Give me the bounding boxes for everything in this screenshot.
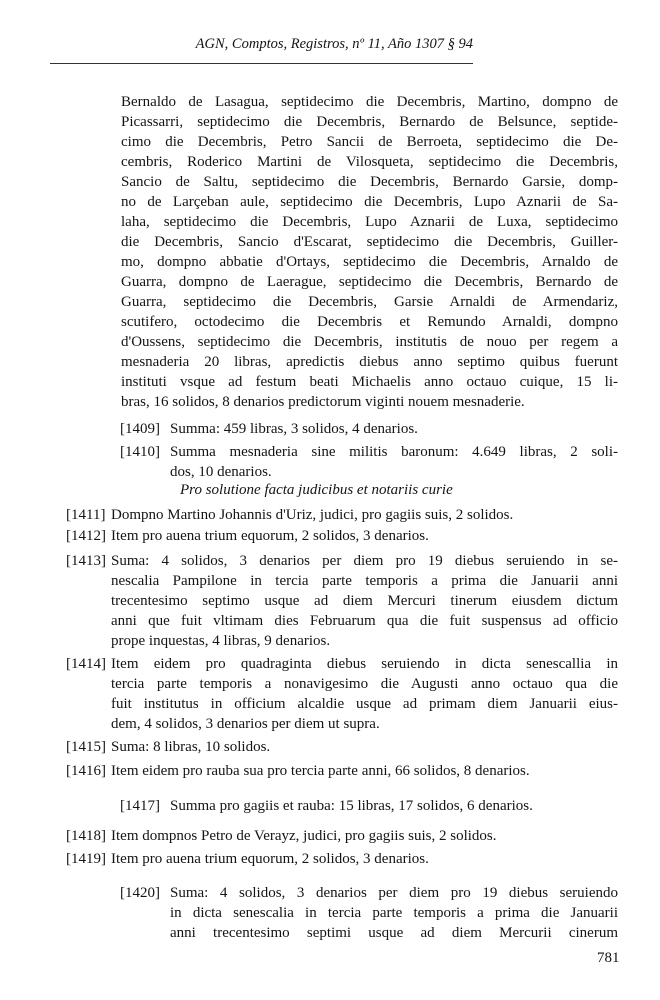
entry-text: tercia parte temporis a nonavigesimo die Augusti anno octauo qua die [111,676,618,692]
text-line: Guarra, septidecimo die Decembris, Garsie Arnaldi de Armendariz, [121,294,618,310]
entry-number: [1416] [66,763,106,779]
entry-number: [1417] [120,798,160,814]
entry-text: Suma: 4 solidos, 3 denarios per diem pro 19 diebus seruiendo in se- [111,553,618,569]
running-title: AGN, Comptos, Registros, nº 11, Año 1307 § 94 [195,36,473,52]
text-line: cimo die Decembris, Petro Sancii de Berroeta, septidecimo die De- [121,134,618,150]
text-line: instituti vsque ad festum beati Michaelis anno octauo cuique, 15 li- [121,374,618,390]
text-line: bras, 16 solidos, 8 denarios predictorum viginti nouem mesnaderie. [121,394,525,410]
text-line: mo, dompno abbatie d'Ortays, septidecimo die Decembris, Arnaldo de [121,254,618,270]
entry-number: [1409] [120,421,160,437]
entry-text: trecentesimo septimo usque ad diem Mercuri tinerum eiusdem dictum [111,593,618,609]
entry-number: [1412] [66,528,106,544]
entry-number: [1414] [66,656,106,672]
entry-text: Item eidem pro quadraginta diebus seruiendo in dicta senescallia in [111,656,618,672]
entry-text: Dompno Martino Johannis d'Uriz, judici, pro gagiis suis, 2 solidos. [111,507,514,523]
entry-number: [1410] [120,444,160,460]
text-line: mesnaderia 20 libras, apredictis diebus anno septimo quibus fuerunt [121,354,618,370]
entry-text: dem, 4 solidos, 3 denarios per diem ut supra. [111,716,380,732]
entry-text: Item dompnos Petro de Verayz, judici, pro gagiis suis, 2 solidos. [111,828,497,844]
text-line: Picassarri, septidecimo die Decembris, Bernardo de Belsunce, septide- [121,114,618,130]
entry-text: Summa: 459 libras, 3 solidos, 4 denarios. [170,421,418,437]
text-line: Sancio de Saltu, septidecimo die Decembris, Bernardo Garsie, domp- [121,174,618,190]
header-rule [50,63,473,64]
entry-text: Summa pro gagiis et rauba: 15 libras, 17 solidos, 6 denarios. [170,798,533,814]
entry-text: Item eidem pro rauba sua pro tercia parte anni, 66 solidos, 8 denarios. [111,763,530,779]
text-line: scutifero, octodecimo die Decembris et Remundo Arnaldi, dompno [121,314,618,330]
entry-text: anni que fuit vltimam dies Februarum qua die fuit suspensus ad officio [111,613,618,629]
text-line: no de Larçeban aule, septidecimo die Decembris, Lupo Aznarii de Sa- [121,194,618,210]
page-number: 781 [597,950,620,966]
entry-number: [1420] [120,885,160,901]
text-line: die Decembris, Sancio d'Escarat, septidecimo die Decembris, Guiller- [121,234,618,250]
entry-number: [1419] [66,851,106,867]
entry-number: [1415] [66,739,106,755]
section-heading: Pro solutione facta judicibus et notariis curie [180,482,453,498]
entry-text: Summa mesnaderia sine militis baronum: 4.649 libras, 2 soli- [170,444,618,460]
entry-text: Item pro auena trium equorum, 2 solidos, 3 denarios. [111,851,429,867]
text-line: d'Oussens, septidecimo die Decembris, institutis de nouo per regem a [121,334,618,350]
entry-number: [1418] [66,828,106,844]
text-line: Bernaldo de Lasagua, septidecimo die Decembris, Martino, dompno de [121,94,618,110]
text-line: cembris, Roderico Martini de Vilosqueta, septidecimo die Decembris, [121,154,618,170]
entry-text: nescalia Pampilone in tercia parte temporis a prima die Januarii anni [111,573,618,589]
entry-text: Item pro auena trium equorum, 2 solidos, 3 denarios. [111,528,429,544]
text-line: laha, septidecimo die Decembris, Lupo Aznarii de Luxa, septidecimo [121,214,618,230]
entry-text: dos, 10 denarios. [170,464,272,480]
running-header [50,36,473,58]
entry-text: Suma: 4 solidos, 3 denarios per diem pro 19 diebus seruiendo [170,885,618,901]
entry-number: [1413] [66,553,106,569]
entry-text: Suma: 8 libras, 10 solidos. [111,739,271,755]
text-line: Guarra, dompno de Laerague, septidecimo die Decembris, Bernardo de [121,274,618,290]
entry-text: fuit institutus in officium alcaldie usque ad primam diem Januarii eius- [111,696,618,712]
entry-text: in dicta senescalia in tercia parte temporis a prima die Januarii [170,905,618,921]
entry-text: anni trecentesimo septimi usque ad diem Mercurii cinerum [170,925,618,941]
entry-number: [1411] [66,507,106,523]
entry-text: prope inquestas, 4 libras, 9 denarios. [111,633,331,649]
